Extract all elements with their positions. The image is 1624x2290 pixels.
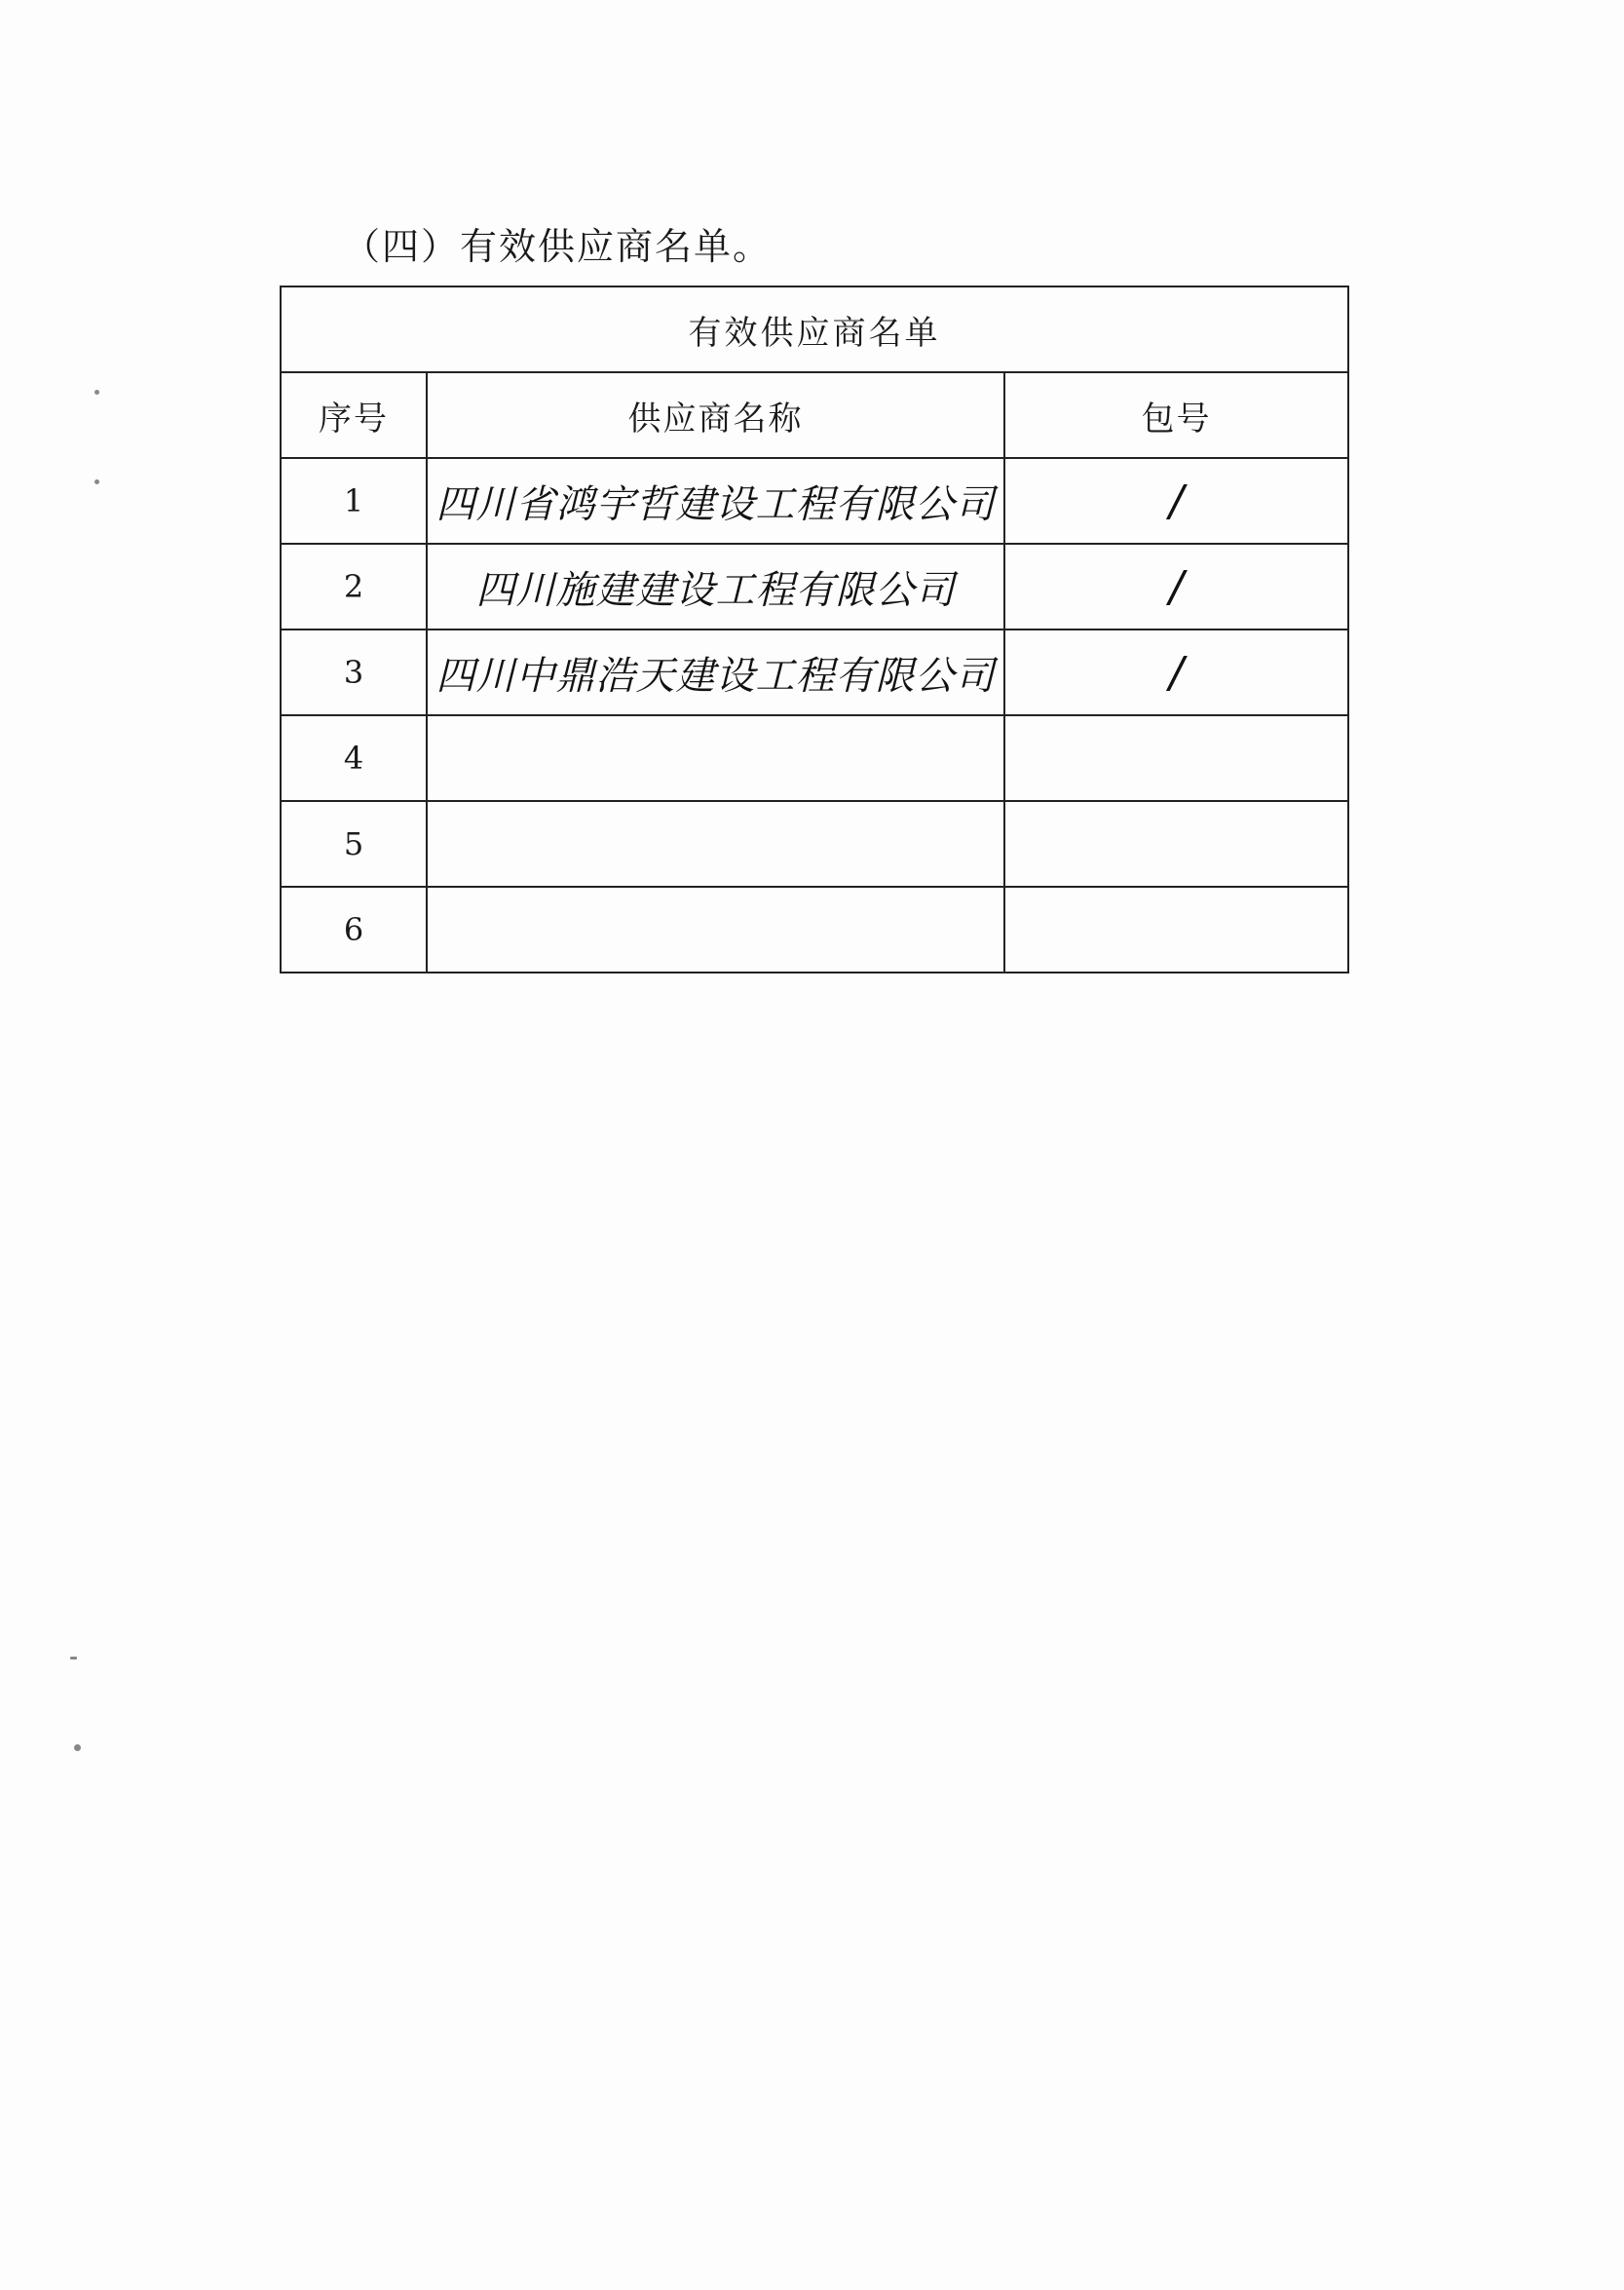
lot-number-handwritten: / [1004, 458, 1348, 544]
row-index: 4 [281, 715, 427, 801]
lot-number-cell [1004, 715, 1348, 801]
row-index: 2 [281, 544, 427, 630]
scan-speck [74, 1744, 81, 1751]
scan-speck [70, 1657, 77, 1660]
table-row [281, 630, 1348, 715]
supplier-table [280, 286, 1349, 973]
scan-speck [94, 390, 99, 395]
header-index: 序号 [281, 372, 427, 458]
supplier-name-handwritten: 四川中鼎浩天建设工程有限公司 [427, 630, 1004, 715]
supplier-name-cell [427, 801, 1004, 887]
table-header-row [281, 372, 1348, 458]
row-index: 3 [281, 630, 427, 715]
table-row [281, 715, 1348, 801]
table-row [281, 458, 1348, 544]
supplier-name-handwritten: 四川施建建设工程有限公司 [427, 544, 1004, 630]
table-row [281, 801, 1348, 887]
row-index: 6 [281, 887, 427, 973]
header-supplier-name: 供应商名称 [427, 372, 1004, 458]
supplier-name-cell [427, 715, 1004, 801]
supplier-name-cell [427, 887, 1004, 973]
scan-speck [94, 479, 99, 484]
lot-number-handwritten: / [1004, 630, 1348, 715]
lot-number-cell [1004, 887, 1348, 973]
table-row [281, 544, 1348, 630]
table-row [281, 887, 1348, 973]
lot-number-cell [1004, 801, 1348, 887]
row-index: 1 [281, 458, 427, 544]
row-index: 5 [281, 801, 427, 887]
table-title: 有效供应商名单 [281, 286, 1348, 372]
header-lot-number: 包号 [1004, 372, 1348, 458]
section-heading: （四）有效供应商名单。 [343, 225, 773, 268]
lot-number-handwritten: / [1004, 544, 1348, 630]
supplier-name-handwritten: 四川省鸿宇哲建设工程有限公司 [427, 458, 1004, 544]
table-title-row [281, 286, 1348, 372]
